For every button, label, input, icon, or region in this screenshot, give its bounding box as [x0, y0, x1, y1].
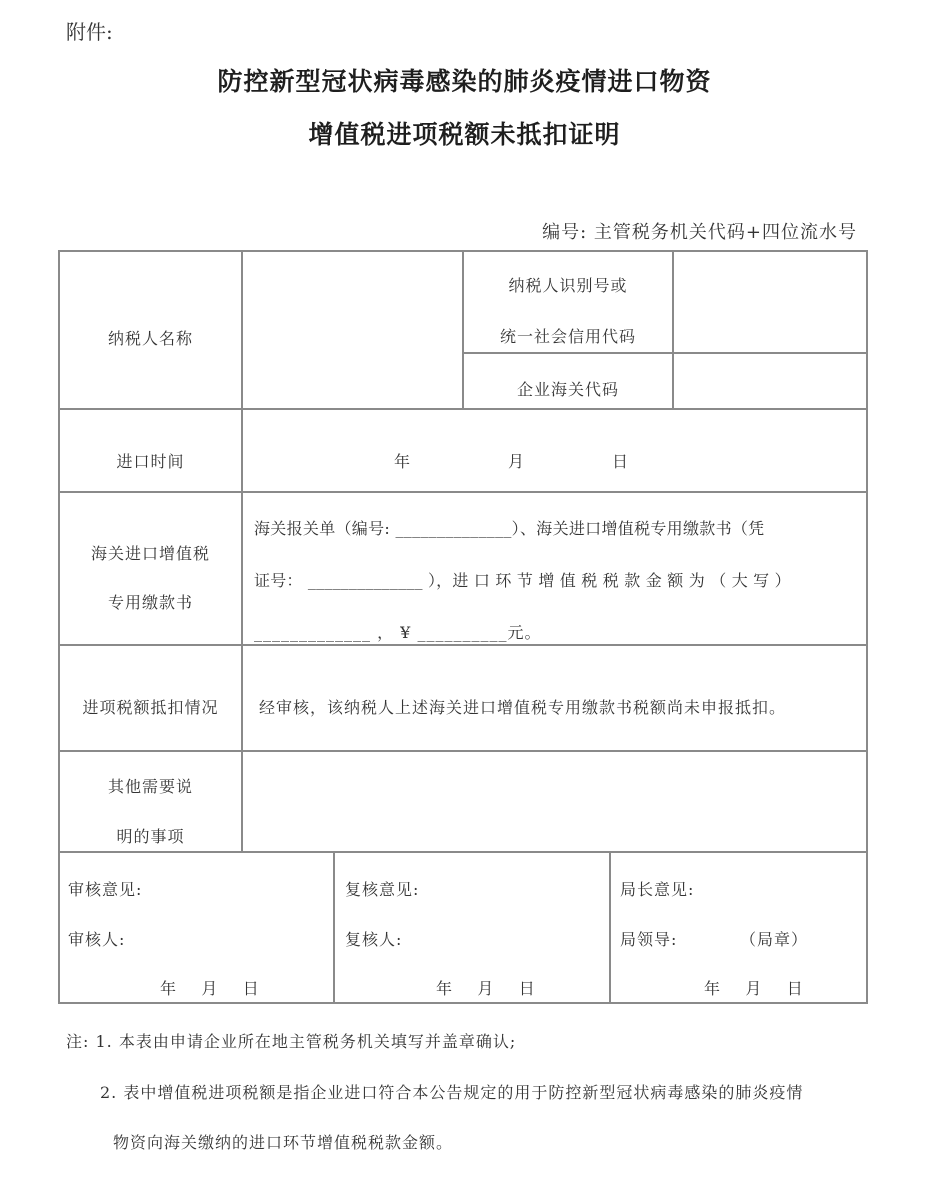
- note-2-line1: 2. 表中增值税进项税额是指企业进口符合本公告规定的用于防控新型冠状病毒感染的肺炎疫情: [100, 1083, 804, 1102]
- customs-form-text-line1: 海关报关单（编号: ______________）、海关进口增值税专用缴款书（凭: [254, 519, 765, 538]
- director-opinion-label: 局长意见:: [620, 880, 695, 899]
- taxpayer-id-label-line2: 统一社会信用代码: [499, 327, 636, 346]
- serial-number-label: 编号: 主管税务机关代码+四位流水号: [542, 222, 857, 243]
- rechecker-label: 复核人:: [345, 930, 403, 949]
- import-time-year: 年: [394, 452, 412, 471]
- bureau-seal-label: （局章）: [740, 930, 809, 949]
- other-matters-field[interactable]: [244, 752, 866, 851]
- customs-form-text-line2: 证号： ______________ ），进 口 环 节 增 值 税 税 款 金 额 为 （ 大 写 ）: [254, 571, 791, 590]
- table-bottom-border: [58, 1002, 868, 1004]
- director-label: 局领导:: [620, 930, 678, 949]
- table-right-border: [866, 250, 868, 1004]
- document-title-line1: 防控新型冠状病毒感染的肺炎疫情进口物资: [217, 67, 712, 96]
- column-divider: [672, 250, 674, 410]
- signature-column-divider: [333, 851, 335, 1004]
- reviewer-label: 审核人:: [68, 930, 126, 949]
- import-time-month: 月: [508, 452, 526, 471]
- review-date: 年 月 日: [160, 979, 260, 998]
- other-matters-label-line2: 明的事项: [116, 827, 185, 846]
- label-column-divider: [241, 250, 243, 853]
- other-matters-label-line1: 其他需要说: [107, 777, 193, 796]
- signature-column-divider: [609, 851, 611, 1004]
- customs-form-text-line3: _____________ ， ¥ __________元。: [254, 623, 542, 642]
- taxpayer-id-field[interactable]: [675, 252, 866, 352]
- import-time-day: 日: [612, 452, 630, 471]
- row-divider: [58, 851, 868, 853]
- recheck-date: 年 月 日: [436, 979, 536, 998]
- deduction-status-text: 经审核，该纳税人上述海关进口增值税专用缴款书税额尚未申报抵扣。: [259, 698, 787, 717]
- table-left-border: [58, 250, 60, 1004]
- note-2-line2: 物资向海关缴纳的进口环节增值税税款金额。: [113, 1133, 454, 1152]
- taxpayer-id-label-line1: 纳税人识别号或: [508, 276, 628, 295]
- deduction-status-label: 进项税额抵扣情况: [82, 698, 219, 717]
- review-opinion-label: 审核意见:: [68, 880, 143, 899]
- note-1: 注: 1. 本表由申请企业所在地主管税务机关填写并盖章确认;: [66, 1032, 517, 1051]
- import-time-label: 进口时间: [116, 452, 185, 471]
- row-divider: [58, 644, 868, 646]
- customs-code-field[interactable]: [675, 354, 866, 408]
- customs-code-label: 企业海关代码: [516, 380, 619, 399]
- document-title-line2: 增值税进项税额未抵扣证明: [308, 120, 621, 149]
- recheck-opinion-label: 复核意见:: [345, 880, 420, 899]
- director-date: 年 月 日: [704, 979, 804, 998]
- taxpayer-name-label: 纳税人名称: [107, 329, 193, 348]
- taxpayer-name-field[interactable]: [244, 252, 462, 408]
- row-divider: [58, 491, 868, 493]
- attachment-label: 附件:: [66, 20, 113, 44]
- customs-form-label-line1: 海关进口增值税: [90, 544, 210, 563]
- customs-form-label-line2: 专用缴款书: [107, 593, 193, 612]
